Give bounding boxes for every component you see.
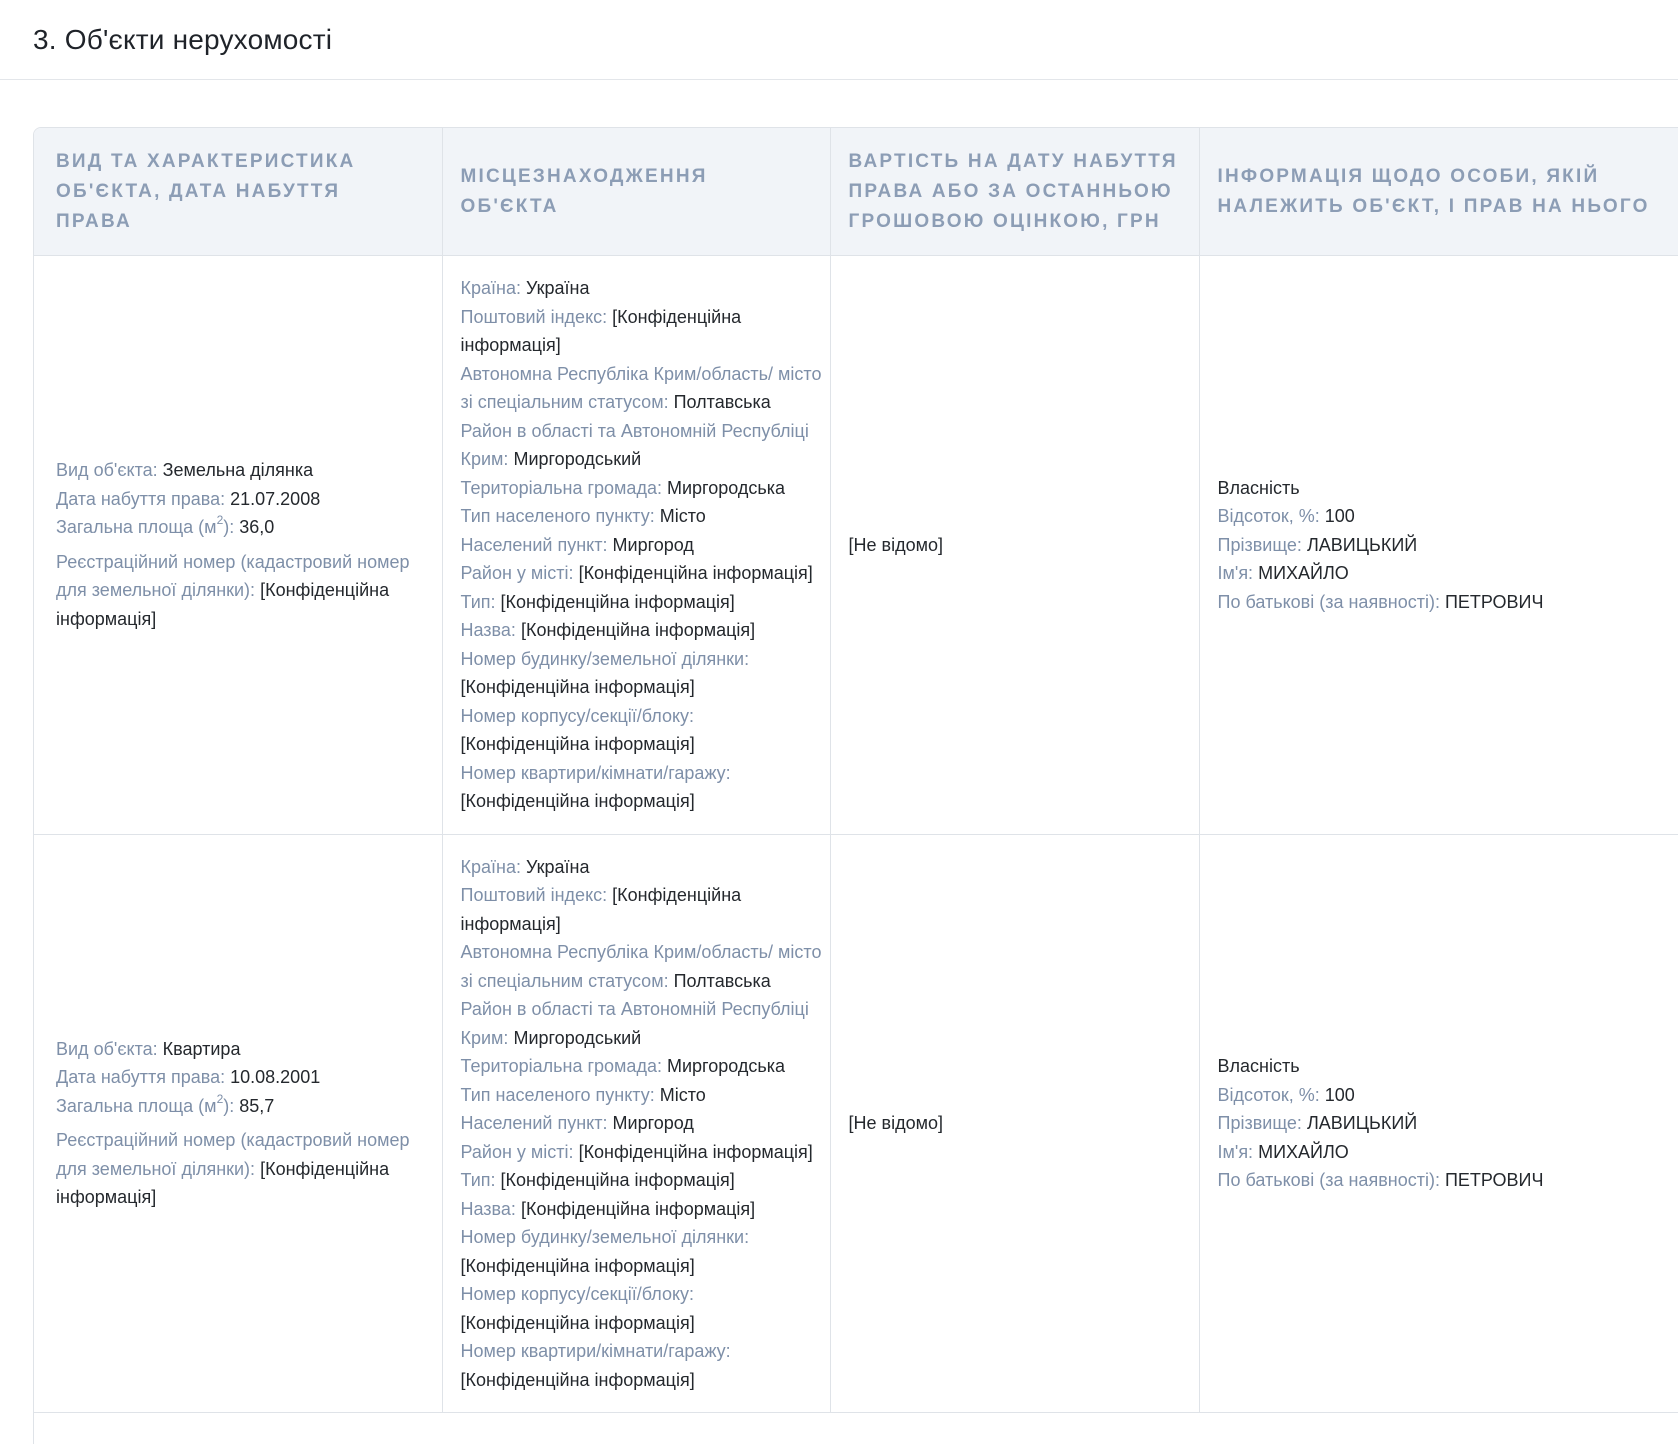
settlement-type-value: Місто [659, 506, 706, 526]
surname-value: ЛАВИЦЬКИЙ [1306, 534, 1418, 555]
patronymic-value: ПЕТРОВИЧ [1444, 591, 1544, 612]
location-cell: Країна: Україна Поштовий індекс: [Конфіденційна інформація] Автономна Республіка Крим/область/ місто зі спеціальним статусом: Полтавська Район в області та Автономній Республіці Крим: Миргородський Територіальна громада: Миргородська Тип населеного пункту: Місто Населений пункт: Миргород Район у місті: [Конфіденційна інформація] Тип: [Конфіденційна інформація] Назва: [Конфіденційна інформація] Номер будинку/земельної ділянки: [Конфіденційна інформація] Номер корпусу/секції/блоку: [Конфіденційна інформація] Номер квартири/кімнати/гаражу: [Конфіденційна інформація] [442, 256, 830, 835]
realty-table [34, 128, 1678, 1413]
district-value: Миргородський [513, 1027, 642, 1048]
reg-number-line: Реєстраційний номер (кадастровий номер для земельної ділянки): [Конфіденційна інформація] [56, 1130, 410, 1208]
settlement-value: Миргород [612, 1113, 694, 1133]
percent-value: 100 [1324, 1084, 1355, 1105]
owner-cell: Власність Відсоток, %: 100 Прізвище: ЛАВИЦЬКИЙ Ім'я: МИХАЙЛО По батькові (за наявності): ПЕТРОВИЧ [1199, 834, 1678, 1413]
percent-value: 100 [1324, 506, 1355, 526]
object-type-value: Квартира [162, 1038, 241, 1059]
cost-value: [Не відомо] [848, 1113, 943, 1133]
acquired-date-line: Дата набуття права: 10.08.2001 [56, 1067, 321, 1088]
area-value: 36,0 [239, 517, 275, 538]
street-type-value: [Конфіденційна інформація] [500, 591, 735, 612]
realty-table-card [33, 127, 1678, 1444]
apartment-number-value: [Конфіденційна інформація] [460, 791, 695, 811]
column-header-object-type: ВИД ТА ХАРАКТЕРИСТИКА ОБ'ЄКТА, ДАТА НАБУТТЯ ПРАВА [34, 128, 442, 256]
area-line: Загальна площа $(м^2)$: 85,7 [56, 1091, 275, 1116]
object-type-line: Вид об'єкта: Квартира [56, 1038, 241, 1059]
street-type-value: [Конфіденційна інформація] [500, 1170, 735, 1190]
acquired-date-value: 10.08.2001 [230, 1067, 321, 1088]
cost-cell [830, 834, 1199, 1413]
postal-code-value: [Конфіденційна інформація] [460, 885, 742, 934]
cost-value: [Не відомо] [848, 534, 943, 555]
country-value: Україна [525, 856, 590, 877]
column-header-owner-info: ІНФОРМАЦІЯ ЩОДО ОСОБИ, ЯКІЙ НАЛЕЖИТЬ ОБ'ЄКТ, І ПРАВ НА НЬОГО [1199, 128, 1678, 256]
cost-cell [830, 256, 1199, 835]
house-number-value: [Конфіденційна інформація] [460, 1255, 695, 1276]
building-number-value: [Конфіденційна інформація] [460, 734, 695, 754]
section-header [0, 0, 1678, 80]
reg-number-value: [Конфіденційна інформація] [56, 580, 390, 629]
first-name-value: МИХАЙЛО [1258, 563, 1349, 583]
region-value: Полтавська [673, 392, 771, 412]
location-cell: Країна: Україна Поштовий індекс: [Конфіденційна інформація] Автономна Республіка Крим/область/ місто зі спеціальним статусом: Полтавська Район в області та Автономній Республіці Крим: Миргородський Територіальна громада: Миргородська Тип населеного пункту: Місто Населений пункт: Миргород Район у місті: [Конфіденційна інформація] Тип: [Конфіденційна інформація] Назва: [Конфіденційна інформація] Номер будинку/земельної ділянки: [Конфіденційна інформація] Номер корпусу/секції/блоку: [Конфіденційна інформація] Номер квартири/кімнати/гаражу: [Конфіденційна інформація] [442, 834, 830, 1413]
patronymic-value: ПЕТРОВИЧ [1444, 1170, 1544, 1190]
object-cell [34, 256, 442, 835]
right-type-value: Власність [1217, 1056, 1300, 1076]
object-type-line: Вид об'єкта: Земельна ділянка [56, 460, 314, 481]
street-name-value: [Конфіденційна інформація] [520, 620, 756, 640]
section-title: 3. Об'єкти нерухомості [33, 23, 333, 55]
community-value: Миргородська [666, 477, 786, 498]
acquired-date-line: Дата набуття права: 21.07.2008 [56, 488, 321, 509]
area-line: Загальна площа $(м^2)$: 36,0 [56, 513, 275, 538]
postal-code-value: [Конфіденційна інформація] [460, 306, 742, 355]
owner-cell: Власність Відсоток, %: 100 Прізвище: ЛАВИЦЬКИЙ Ім'я: МИХАЙЛО По батькові (за наявності): ПЕТРОВИЧ [1199, 256, 1678, 835]
column-header-location: МІСЦЕЗНАХОДЖЕННЯ ОБ'ЄКТА [442, 128, 830, 256]
right-type-value: Власність [1217, 477, 1300, 498]
settlement-type-value: Місто [659, 1084, 706, 1105]
building-number-value: [Конфіденційна інформація] [460, 1312, 695, 1333]
apartment-number-value: [Конфіденційна інформація] [460, 1369, 695, 1390]
table-row [34, 834, 1678, 1413]
street-name-value: [Конфіденційна інформація] [520, 1198, 756, 1219]
house-number-value: [Конфіденційна інформація] [460, 677, 695, 697]
city-district-value: [Конфіденційна інформація] [578, 1141, 813, 1162]
district-value: Миргородський [513, 449, 642, 469]
reg-number-value: [Конфіденційна інформація] [56, 1158, 390, 1208]
country-value: Україна [525, 278, 590, 298]
table-header-row [34, 128, 1678, 256]
community-value: Миргородська [666, 1056, 786, 1076]
first-name-value: МИХАЙЛО [1258, 1141, 1349, 1162]
object-cell [34, 834, 442, 1413]
area-value: 85,7 [239, 1095, 275, 1116]
region-value: Полтавська [673, 970, 771, 991]
acquired-date-value: 21.07.2008 [230, 488, 321, 509]
settlement-value: Миргород [612, 534, 694, 555]
city-district-value: [Конфіденційна інформація] [578, 563, 813, 583]
surname-value: ЛАВИЦЬКИЙ [1306, 1113, 1418, 1133]
reg-number-line: Реєстраційний номер (кадастровий номер для земельної ділянки): [Конфіденційна інформація] [56, 551, 410, 629]
table-row [34, 256, 1678, 835]
column-header-cost: ВАРТІСТЬ НА ДАТУ НАБУТТЯ ПРАВА АБО ЗА ОСТАННЬОЮ ГРОШОВОЮ ОЦІНКОЮ, ГРН [830, 128, 1199, 256]
object-type-value: Земельна ділянка [162, 460, 314, 481]
